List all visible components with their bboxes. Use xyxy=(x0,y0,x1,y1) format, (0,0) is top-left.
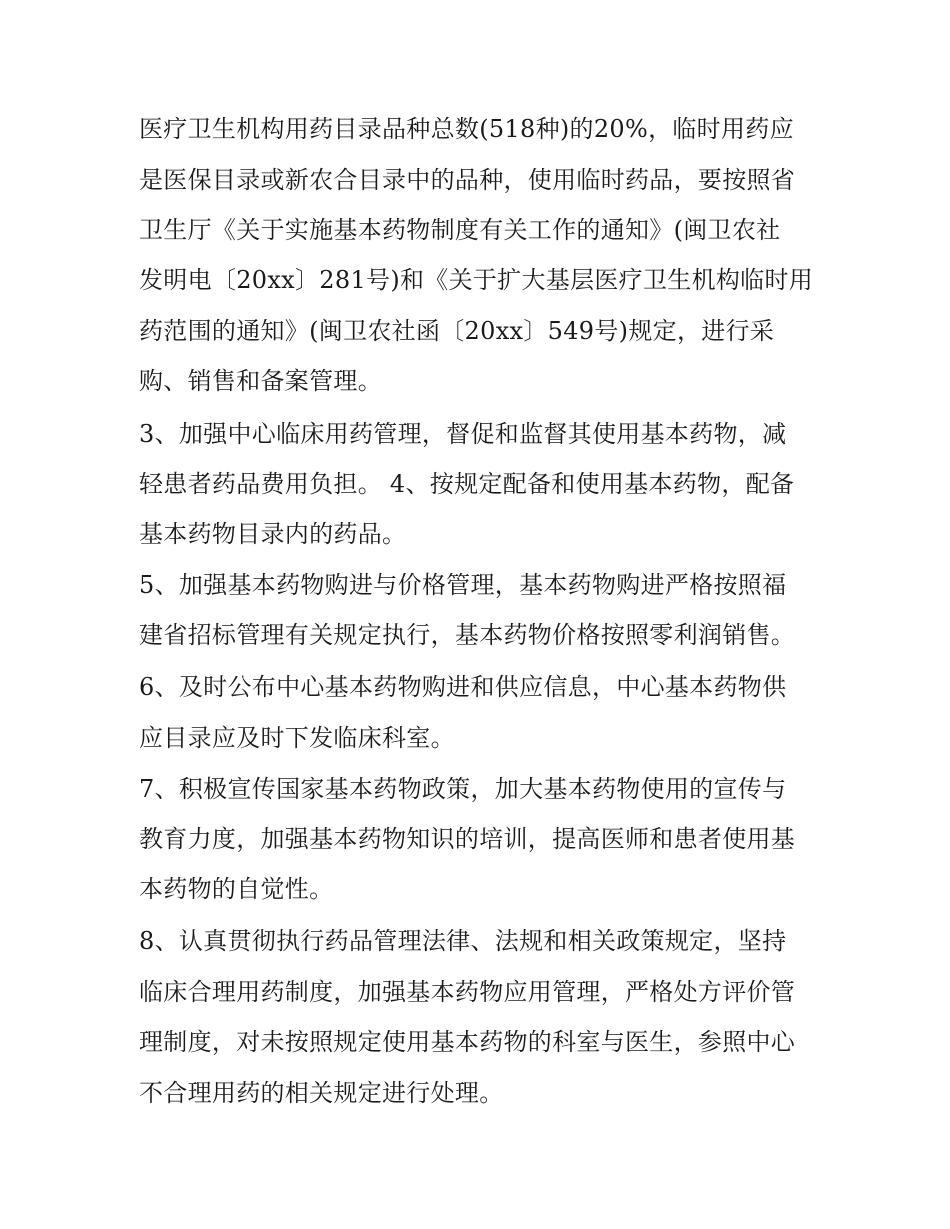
text-line: 3、加强中心临床用药管理，督促和监督其使用基本药物，减 xyxy=(139,420,787,448)
text-line: 基本药物目录内的药品。 xyxy=(139,520,407,548)
text-line: 建省招标管理有关规定执行，基本药物价格按照零利润销售。 xyxy=(139,621,796,649)
text-line: 6、及时公布中心基本药物购进和供应信息，中心基本药物供 xyxy=(139,673,787,701)
text-line: 临床合理用药制度，加强基本药物应用管理，严格处方评价管 xyxy=(139,978,796,1006)
text-line: 应目录应及时下发临床科室。 xyxy=(139,724,455,752)
text-line: 购、销售和备案管理。 xyxy=(139,367,382,395)
text-line: 不合理用药的相关规定进行处理。 xyxy=(139,1079,504,1107)
text-line: 药范围的通知》(闽卫农社函〔20xx〕549号)规定，进行采 xyxy=(139,317,775,345)
text-line: 5、加强基本药物购进与价格管理，基本药物购进严格按照福 xyxy=(139,571,787,599)
text-line: 理制度，对未按照规定使用基本药物的科室与医生，参照中心 xyxy=(139,1028,796,1056)
text-line: 7、积极宣传国家基本药物政策，加大基本药物使用的宣传与 xyxy=(139,775,787,803)
text-line: 是医保目录或新农合目录中的品种，使用临时药品，要按照省 xyxy=(139,166,796,194)
text-line: 本药物的自觉性。 xyxy=(139,875,334,903)
text-line: 卫生厅《关于实施基本药物制度有关工作的通知》(闽卫农社 xyxy=(139,216,781,244)
text-line: 8、认真贯彻执行药品管理法律、法规和相关政策规定，坚持 xyxy=(139,927,787,955)
text-line: 教育力度，加强基本药物知识的培训，提高医师和患者使用基 xyxy=(139,825,796,853)
text-line: 医疗卫生机构用药目录品种总数(518种)的20%，临时用药应 xyxy=(139,115,794,143)
text-line: 发明电〔20xx〕281号)和《关于扩大基层医疗卫生机构临时用 xyxy=(139,266,814,294)
text-line: 轻患者药品费用负担。 4、按规定配备和使用基本药物，配备 xyxy=(139,470,795,498)
